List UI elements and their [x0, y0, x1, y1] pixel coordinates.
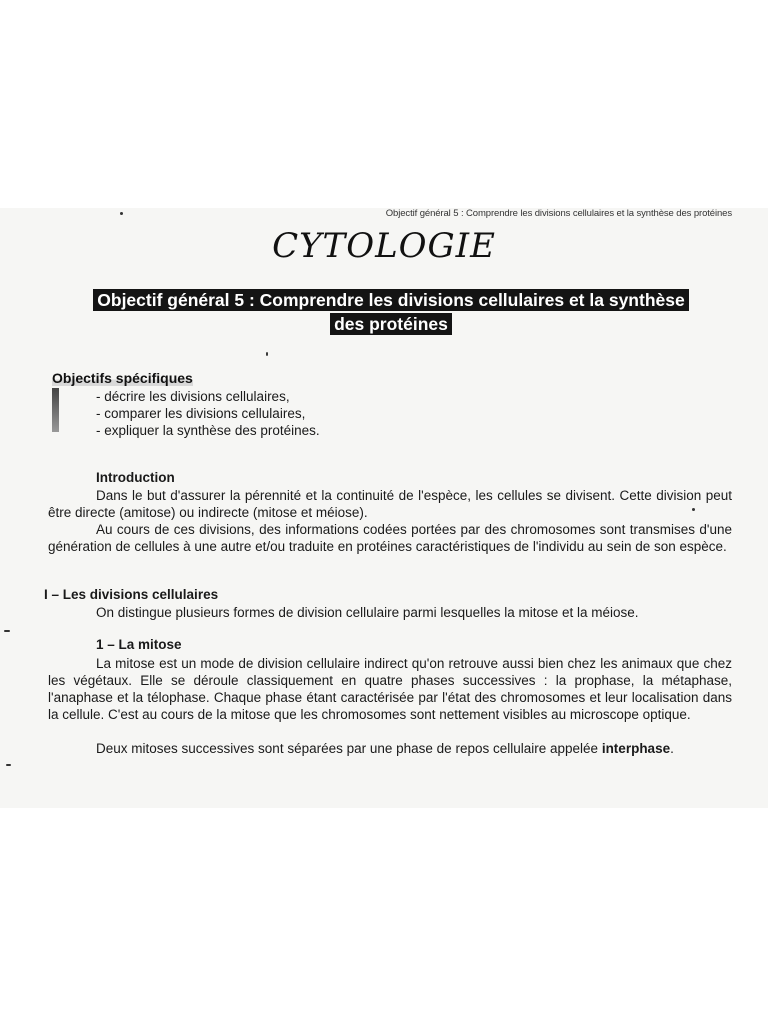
- introduction-heading: Introduction: [96, 470, 175, 485]
- introduction-paragraph-1: Dans le but d'assurer la pérennité et la continuité de l'espèce, les cellules se divisent. Cette division peut être directe (amitose) ou indirecte (mitose et méiose).: [48, 488, 732, 520]
- general-objective-line-2: des protéines: [330, 313, 452, 335]
- section-heading-divisions: I – Les divisions cellulaires: [44, 587, 219, 602]
- margin-bar: [52, 388, 59, 432]
- general-objective-line-1: Objectif général 5 : Comprendre les divisions cellulaires et la synthèse: [93, 289, 688, 311]
- mitose-paragraph-2-text: Deux mitoses successives sont séparées par une phase de repos cellulaire appelée: [96, 741, 599, 756]
- scan-speck: [4, 630, 10, 632]
- general-objective-banner: [52, 288, 730, 336]
- specific-objectives-heading: Objectifs spécifiques: [52, 370, 193, 386]
- specific-objectives-list: [96, 388, 320, 439]
- subsection-heading-mitose: 1 – La mitose: [96, 637, 182, 652]
- interphase-term: interphase: [601, 741, 671, 756]
- list-item: - expliquer la synthèse des protéines.: [96, 423, 320, 438]
- scan-speck: [120, 212, 123, 215]
- running-header: Objectif général 5 : Comprendre les divisions cellulaires et la synthèse des protéines: [385, 208, 732, 219]
- introduction-paragraph-2: Au cours de ces divisions, des informations codées portées par des chromosomes sont transmises d'une génération de cellules à une autre et/ou traduite en protéines caractéristiques de l'individu au sein de son espèce.: [48, 522, 732, 554]
- mitose-paragraph-2: [48, 740, 732, 757]
- mitose-paragraph-2-end: .: [670, 741, 674, 756]
- scan-speck: [266, 352, 268, 356]
- section-paragraph-divisions: On distingue plusieurs formes de division cellulaire parmi lesquelles la mitose et la méiose.: [96, 605, 639, 620]
- list-item: - décrire les divisions cellulaires,: [96, 389, 290, 404]
- scan-speck: [6, 764, 11, 766]
- mitose-paragraph-1: La mitose est un mode de division cellulaire indirect qu'on retrouve aussi bien chez les animaux que chez les végétaux. Elle se déroule classiquement en quatre phases successives : la prophase, la métaphase, l'anaphase et la télophase. Chaque phase étant caractérisée par l'état des chromosomes et leur localisation dans la cellule. C'est au cours de la mitose que les chromosomes sont nettement visibles au microscope optique.: [48, 656, 732, 722]
- scan-speck: [692, 508, 695, 511]
- list-item: - comparer les divisions cellulaires,: [96, 406, 306, 421]
- page-title: CYTOLOGIE: [272, 226, 496, 266]
